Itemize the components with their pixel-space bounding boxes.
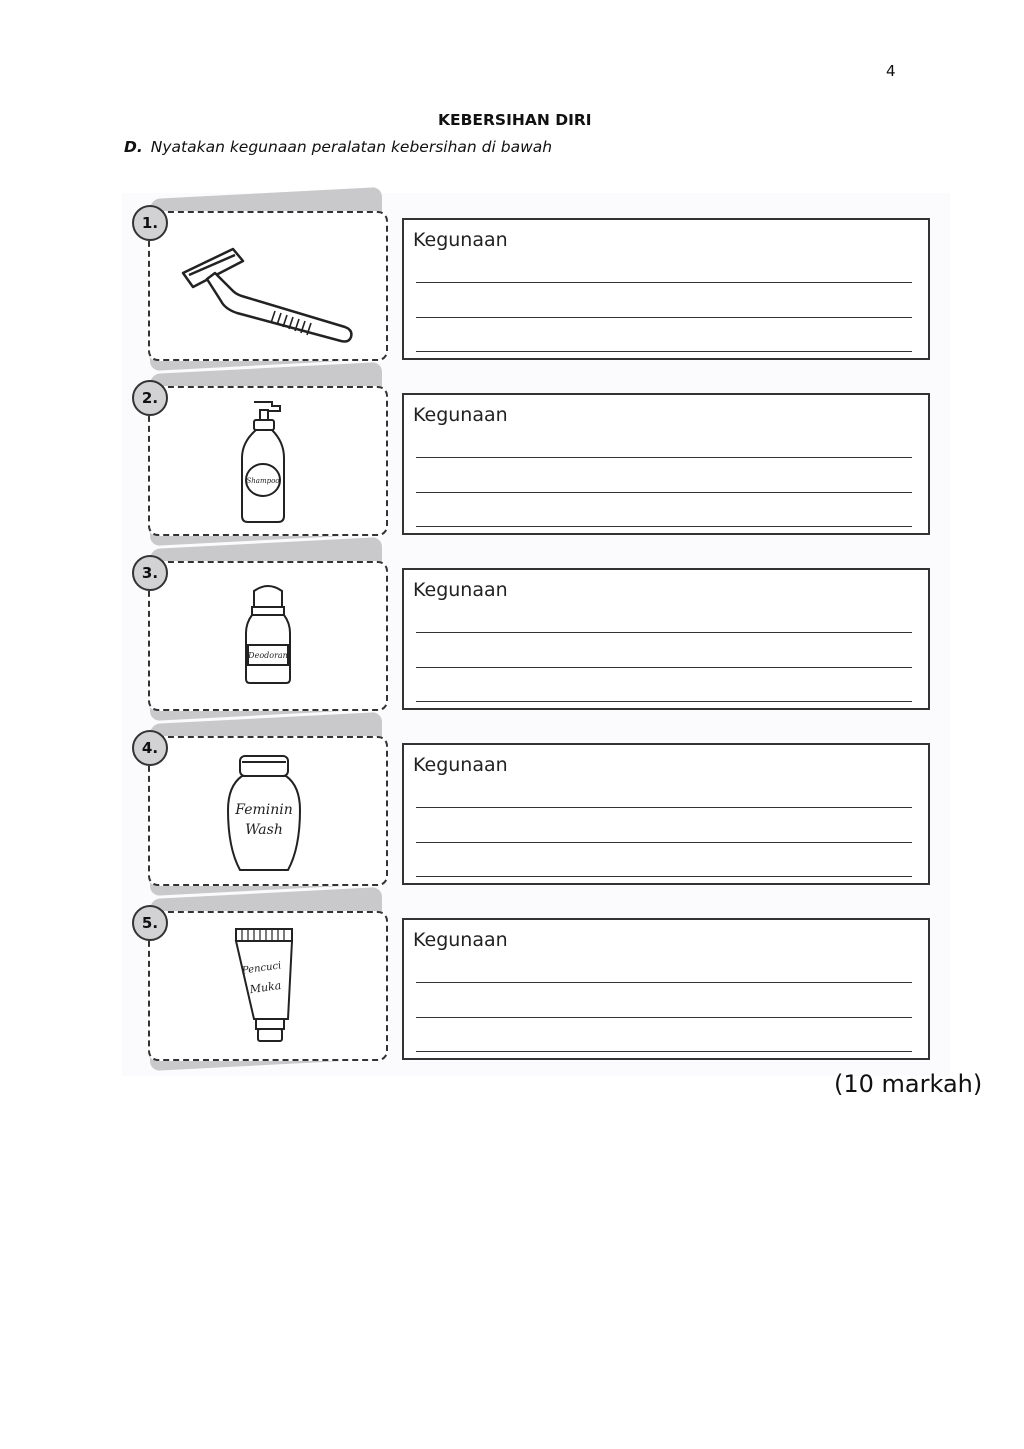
picture-card-3 (148, 561, 388, 711)
product-label: Feminin (235, 802, 293, 818)
product-label: Muka (248, 978, 283, 997)
razor-icon (175, 231, 365, 346)
answer-line[interactable] (416, 876, 912, 877)
picture-card-5 (148, 911, 388, 1061)
answer-line[interactable] (416, 632, 912, 633)
answer-line[interactable] (416, 282, 912, 283)
item-number-badge: 4. (132, 730, 168, 766)
instruction-letter: D. (124, 138, 143, 156)
answer-label: Kegunaan (413, 579, 508, 601)
answer-line[interactable] (416, 807, 912, 808)
answer-line[interactable] (416, 982, 912, 983)
picture-card-1 (148, 211, 388, 361)
picture-card-2 (148, 386, 388, 536)
instruction (124, 138, 552, 156)
item-number-badge: 1. (132, 205, 168, 241)
answer-label: Kegunaan (413, 229, 508, 251)
answer-label: Kegunaan (413, 404, 508, 426)
answer-box-5[interactable] (402, 918, 930, 1060)
item-4 (122, 718, 950, 890)
item-2 (122, 368, 950, 540)
total-marks: (10 markah) (834, 1070, 983, 1098)
instruction-text: Nyatakan kegunaan peralatan kebersihan di bawah (150, 138, 553, 156)
deodorant-icon (238, 583, 298, 693)
answer-line[interactable] (416, 842, 912, 843)
product-label: Wash (245, 822, 283, 838)
face-wash-tube-icon (230, 923, 310, 1048)
product-label: Pencuci (241, 960, 282, 977)
answer-line[interactable] (416, 667, 912, 668)
worksheet-image-area (122, 193, 950, 1076)
item-number-badge: 3. (132, 555, 168, 591)
page-title: KEBERSIHAN DIRI (438, 111, 592, 129)
answer-box-3[interactable] (402, 568, 930, 710)
answer-line[interactable] (416, 457, 912, 458)
answer-box-4[interactable] (402, 743, 930, 885)
item-1 (122, 193, 950, 365)
answer-line[interactable] (416, 526, 912, 527)
item-number-badge: 5. (132, 905, 168, 941)
item-number-badge: 2. (132, 380, 168, 416)
answer-line[interactable] (416, 701, 912, 702)
answer-label: Kegunaan (413, 929, 508, 951)
item-5 (122, 893, 950, 1065)
page-number: 4 (886, 62, 896, 80)
answer-line[interactable] (416, 492, 912, 493)
picture-card-4 (148, 736, 388, 886)
answer-box-2[interactable] (402, 393, 930, 535)
answer-line[interactable] (416, 1017, 912, 1018)
product-label: Deodoran (248, 651, 288, 660)
answer-label: Kegunaan (413, 754, 508, 776)
shampoo-bottle-icon (230, 398, 300, 528)
product-label: Shampoo (246, 477, 280, 485)
feminine-wash-icon (224, 752, 304, 877)
answer-line[interactable] (416, 317, 912, 318)
answer-box-1[interactable] (402, 218, 930, 360)
answer-line[interactable] (416, 351, 912, 352)
item-3 (122, 543, 950, 715)
answer-line[interactable] (416, 1051, 912, 1052)
